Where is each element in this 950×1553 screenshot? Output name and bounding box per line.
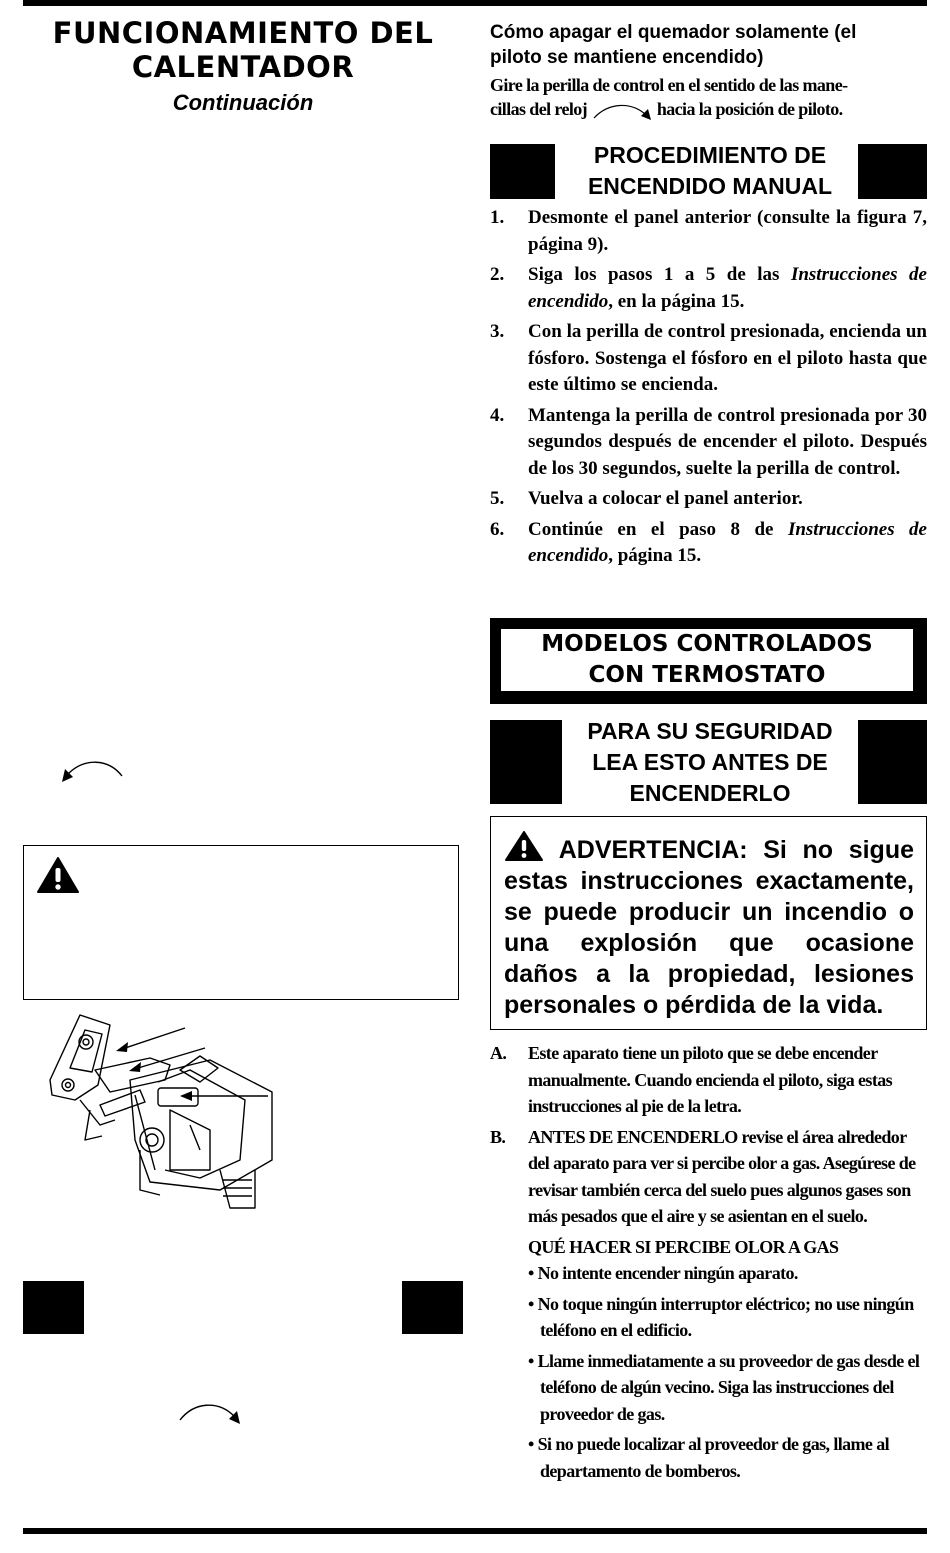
clockwise-arrow-icon [176, 1398, 246, 1428]
warning-box-left [23, 845, 459, 1000]
burner-off-heading-line2: piloto se mantiene encendido) [490, 47, 764, 68]
section-title-line1: FUNCIONAMIENTO DEL [52, 16, 434, 50]
safety-heading-line1: PARA SU SEGURIDAD [587, 718, 833, 744]
section-subtitle: Continuación [172, 90, 314, 115]
list-item: 6. Continúe en el paso 8 de Instrucciones de encendido, página 15. [490, 518, 927, 566]
safety-instructions [490, 1040, 927, 1488]
burner-off-body-line1: Gire la perilla de control en el sentido de las mane- [490, 75, 848, 95]
black-bar-left [490, 720, 562, 804]
gas-smell-heading: QUÉ HACER SI PERCIBE OLOR A GAS [528, 1236, 839, 1257]
list-item: B. ANTES DE ENCENDERLO revise el área alrededor del aparato para ver si percibe olor a gas. Asegúrese de revisar también cerca del suelo pues algunos gases son más pesados que el aire y se asientan en el suelo. [490, 1126, 916, 1226]
bottom-rule [23, 1528, 927, 1534]
gas-control-valve-figure [40, 1010, 280, 1210]
section-title [23, 16, 463, 84]
thermostat-heading-line2: CON TERMOSTATO [588, 662, 826, 688]
warning-triangle-icon [504, 831, 544, 861]
list-item: 4. Mantenga la perilla de control presionada por 30 segundos después de encender el piloto. Después de los 30 segundos, suelte la perilla de control. [490, 404, 927, 479]
black-bar-right [402, 1281, 463, 1334]
black-bar-left [23, 1281, 84, 1334]
list-item: 1. Desmonte el panel anterior (consulte la figura 7, página 9). [490, 207, 927, 255]
counterclockwise-arrow-icon [56, 756, 128, 788]
list-item: 5. Vuelva a colocar el panel anterior. [490, 488, 803, 509]
bullet-item: • Llame inmediatamente a su proveedor de gas desde el teléfono de algún vecino. Siga las instrucciones del proveedor de gas. [528, 1350, 920, 1424]
list-item: 3. Con la perilla de control presionada, encienda un fósforo. Sostenga el fósforo en el piloto hasta que este último se encienda. [490, 321, 927, 395]
thermostat-models-heading [490, 618, 927, 704]
manual-lighting-heading-line2: ENCENDIDO MANUAL [587, 173, 833, 199]
top-rule [23, 0, 927, 6]
section-title-line2: CALENTADOR [131, 50, 355, 84]
warning-triangle-icon [36, 856, 80, 894]
bullet-item: • Si no puede localizar al proveedor de gas, llame al departamento de bomberos. [528, 1434, 890, 1481]
list-item: A. Este aparato tiene un piloto que se debe encender manualmente. Cuando encienda el piloto, siga estas instrucciones al pie de la letra. [490, 1043, 893, 1116]
warning-text: ADVERTENCIA: Si no sigue estas instrucciones exactamente, se puede producir un incendio o una explosión que ocasione daños a la propiedad, lesiones personales o pérdida de la vida. [504, 836, 914, 1019]
black-bar-right [858, 144, 927, 199]
safety-heading-line2: LEA ESTO ANTES DE [592, 749, 828, 775]
burner-off-heading [490, 20, 927, 70]
list-item: 2. Siga los pasos 1 a 5 de las Instrucciones de encendido, en la página 15. [490, 264, 927, 312]
manual-lighting-heading [490, 142, 927, 198]
burner-off-body-line2 [490, 97, 927, 122]
safety-heading [490, 716, 927, 806]
warning-box [490, 816, 927, 1030]
thermostat-heading-line1: MODELOS CONTROLADOS [541, 631, 873, 657]
bullet-item: • No intente encender ningún aparato. [528, 1263, 798, 1283]
safety-heading-line3: ENCENDERLO [629, 780, 791, 806]
bullet-item: • No toque ningún interruptor eléctrico; no use ningún teléfono en el edificio. [528, 1293, 914, 1340]
manual-lighting-heading-line1: PROCEDIMIENTO DE [593, 142, 827, 168]
burner-off-body [490, 73, 927, 122]
burner-off-body-line2b: hacia la posición de piloto. [656, 99, 843, 119]
black-bar-right [858, 720, 927, 804]
burner-off-heading-line1: Cómo apagar el quemador solamente (el [490, 22, 857, 43]
clockwise-arrow-icon [591, 100, 653, 122]
black-bar-left [490, 144, 555, 199]
burner-off-body-line2a: cillas del reloj [490, 99, 588, 119]
manual-lighting-steps [490, 205, 927, 574]
